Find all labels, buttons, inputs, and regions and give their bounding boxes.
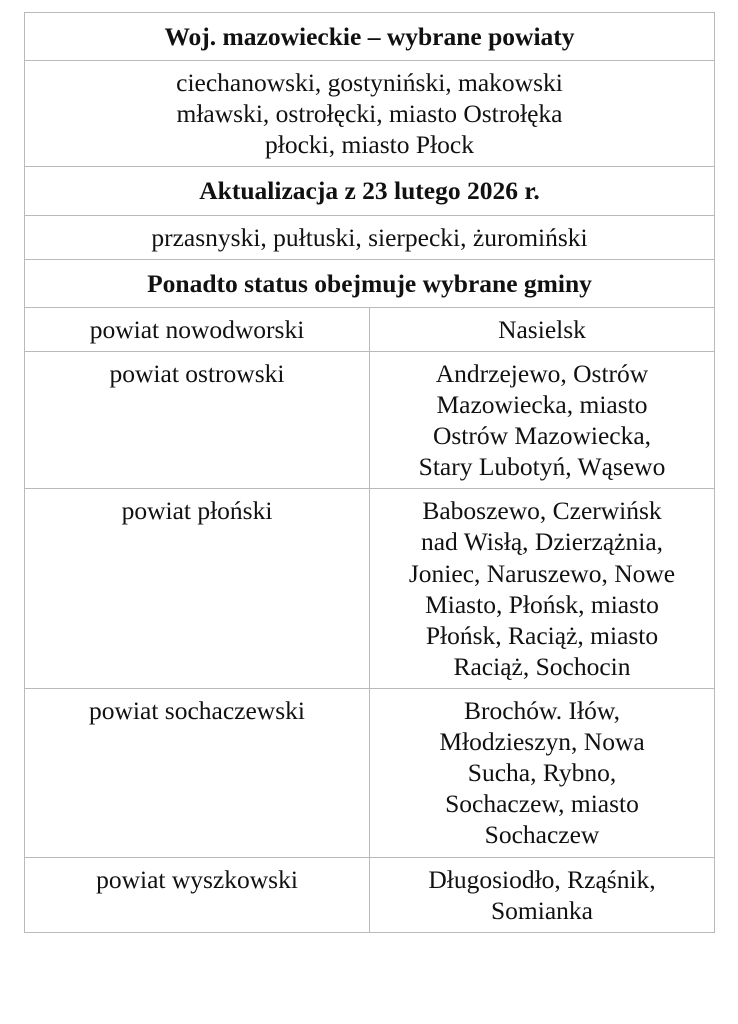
gminy-line: Miasto, Płońsk, miasto <box>425 589 659 619</box>
counties-table <box>24 12 715 933</box>
gminy-cell <box>370 688 715 857</box>
gminy-line: Somianka <box>491 895 593 925</box>
initial-counties-line: ciechanowski, gostyniński, makowski <box>176 68 563 98</box>
powiat-cell: powiat nowodworski <box>25 307 370 351</box>
update-counties-row <box>25 215 715 259</box>
update-counties: przasnyski, pułtuski, sierpecki, żuromiński <box>25 215 715 259</box>
powiat-cell: powiat wyszkowski <box>25 857 370 932</box>
gminy-cell <box>370 489 715 689</box>
table-title: Woj. mazowieckie – wybrane powiaty <box>25 13 715 61</box>
gminy-line: Młodzieszyn, Nowa <box>439 727 645 757</box>
gminy-line: Brochów. Iłów, <box>463 695 621 725</box>
initial-counties-row <box>25 61 715 167</box>
gminy-header-row <box>25 259 715 307</box>
table-row <box>25 307 715 351</box>
gminy-line: Baboszewo, Czerwińsk <box>422 496 662 526</box>
powiat-cell: powiat płoński <box>25 489 370 689</box>
initial-counties-line: mławski, ostrołęcki, miasto Ostrołęka <box>176 99 563 129</box>
initial-counties-line: płocki, miasto Płock <box>265 130 474 160</box>
gminy-line: Raciąż, Sochocin <box>453 651 631 681</box>
gminy-line: Sucha, Rybno, <box>467 758 617 788</box>
gminy-line: Stary Lubotyń, Wąsewo <box>418 452 666 482</box>
gminy-line: Długosiodło, Rząśnik, <box>428 864 656 894</box>
title-row <box>25 13 715 61</box>
powiat-cell: powiat sochaczewski <box>25 688 370 857</box>
gminy-line: Nasielsk <box>498 314 586 344</box>
initial-counties-cell <box>25 61 715 167</box>
update-header-row <box>25 167 715 215</box>
gminy-line: Mazowiecka, miasto <box>436 389 648 419</box>
gminy-line: Ostrów Mazowiecka, <box>432 421 652 451</box>
gminy-line: Joniec, Naruszewo, Nowe <box>408 558 676 588</box>
table-row <box>25 351 715 488</box>
gminy-cell <box>370 307 715 351</box>
update-header: Aktualizacja z 23 lutego 2026 r. <box>25 167 715 215</box>
table-row <box>25 489 715 689</box>
gminy-cell <box>370 351 715 488</box>
gminy-line: nad Wisłą, Dzierzążnia, <box>420 527 664 557</box>
gminy-line: Płońsk, Raciąż, miasto <box>425 620 659 650</box>
table-row <box>25 857 715 932</box>
gminy-line: Andrzejewo, Ostrów <box>435 358 649 388</box>
table-row <box>25 688 715 857</box>
powiat-cell: powiat ostrowski <box>25 351 370 488</box>
gminy-header: Ponadto status obejmuje wybrane gminy <box>25 259 715 307</box>
gminy-line: Sochaczew, miasto <box>445 789 639 819</box>
gminy-cell <box>370 857 715 932</box>
gminy-line: Sochaczew <box>484 820 600 850</box>
